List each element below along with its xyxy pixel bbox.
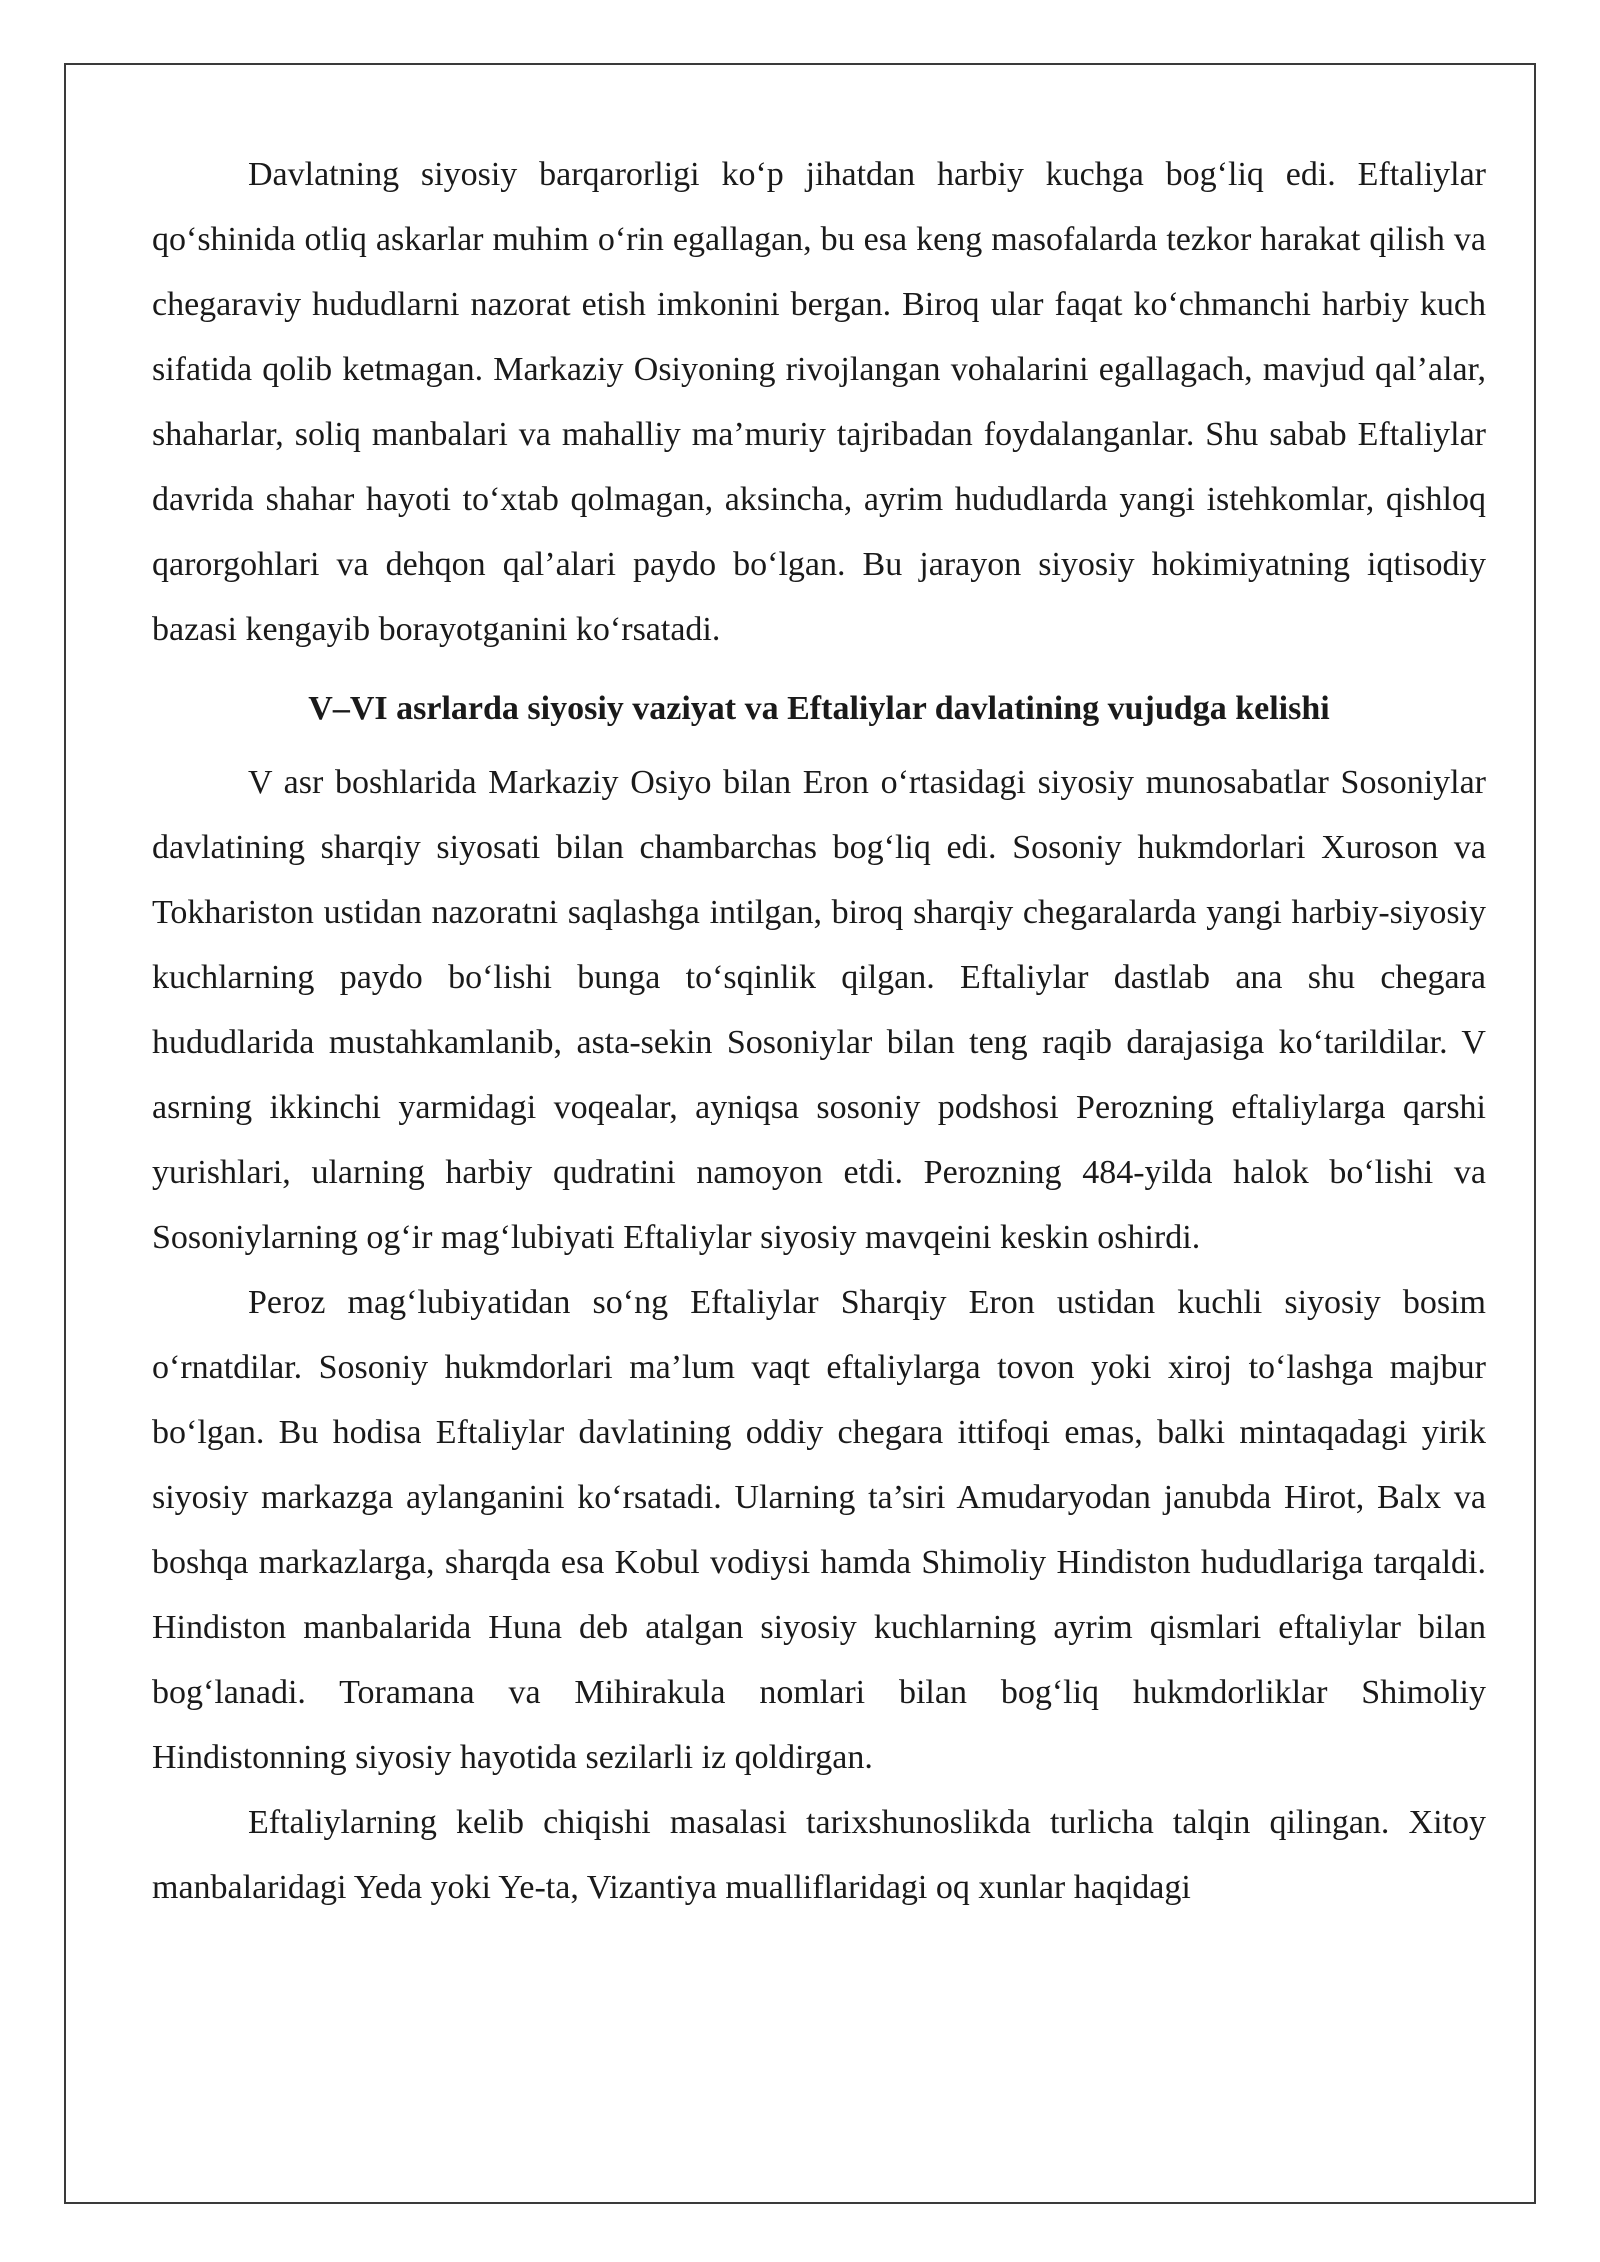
paragraph-after-peroz-defeat: Peroz mag‘lubiyatidan so‘ng Eftaliylar Sharqiy Eron ustidan kuchli siyosiy bosim o‘rnatdilar. Sosoniy hukmdorlari ma’lum vaqt eftaliylarga tovon yoki xiroj to‘lashga majbur bo‘lgan. Bu hodisa Eftaliylar davlatining oddiy chegara ittifoqi emas, balki mintaqadagi yirik siyosiy markazga aylanganini ko‘rsatadi. Ularning ta’siri Amudaryodan janubda Hirot, Balx va boshqa markazlarga, sharqda esa Kobul vodiysi hamda Shimoliy Hindiston hududlariga tarqaldi. Hindiston manbalarida Huna deb atalgan siyosiy kuchlarning ayrim qismlari eftaliylar bilan bog‘lanadi. Toramana va Mihirakula nomlari bilan bog‘liq hukmdorliklar Shimoliy Hindistonning siyosiy hayotida sezilarli iz qoldirgan. — [152, 1284, 1486, 1776]
paragraph-origin-question: Eftaliylarning kelib chiqishi masalasi tarixshunoslikda turlicha talqin qilingan. Xitoy manbalaridagi Yeda yoki Ye-ta, Vizantiya mualliflaridagi oq xunlar haqidagi — [152, 1804, 1486, 1906]
paragraph-sasanian-relations: V asr boshlarida Markaziy Osiyo bilan Eron o‘rtasidagi siyosiy munosabatlar Sosoniylar davlatining sharqiy siyosati bilan chambarchas bog‘liq edi. Sosoniy hukmdorlari Xuroson va Tokharistоn ustidan nazoratni saqlashga intilgan, biroq sharqiy chegaralarda yangi harbiy-siyosiy kuchlarning paydo bo‘lishi bunga to‘sqinlik qilgan. Eftaliylar dastlab ana shu chegara hududlarida mustahkamlanib, asta-sekin Sosoniylar bilan teng raqib darajasiga ko‘tarildilar. V asrning ikkinchi yarmidagi voqealar, ayniqsa sosoniy podshosi Perozning eftaliylarga qarshi yurishlari, ularning harbiy qudratini namoyon etdi. Perozning 484-yilda halok bo‘lishi va Sosoniylarning og‘ir mag‘lubiyati Eftaliylar siyosiy mavqeini keskin oshirdi. — [152, 764, 1486, 1256]
paragraph-military-power: Davlatning siyosiy barqarorligi ko‘p jihatdan harbiy kuchga bog‘liq edi. Eftaliylar qo‘shinida otliq askarlar muhim o‘rin egallagan, bu esa keng masofalarda tezkor harakat qilish va chegaraviy hududlarni nazorat etish imkonini bergan. Biroq ular faqat ko‘chmanchi harbiy kuch sifatida qolib ketmagan. Markaziy Osiyoning rivojlangan vohalarini egallagach, mavjud qal’alar, shaharlar, soliq manbalari va mahalliy ma’muriy tajribadan foydalanganlar. Shu sabab Eftaliylar davrida shahar hayoti to‘xtab qolmagan, aksincha, ayrim hududlarda yangi istehkomlar, qishloq qarorgohlari va dehqon qal’alari paydo bo‘lgan. Bu jarayon siyosiy hokimiyatning iqtisodiy bazasi kengayib borayotganini ko‘rsatadi. — [152, 156, 1486, 648]
document-body — [152, 142, 1486, 1920]
section-heading: V–VI asrlarda siyosiy vaziyat va Eftaliylar davlatining vujudga kelishi — [308, 690, 1330, 727]
